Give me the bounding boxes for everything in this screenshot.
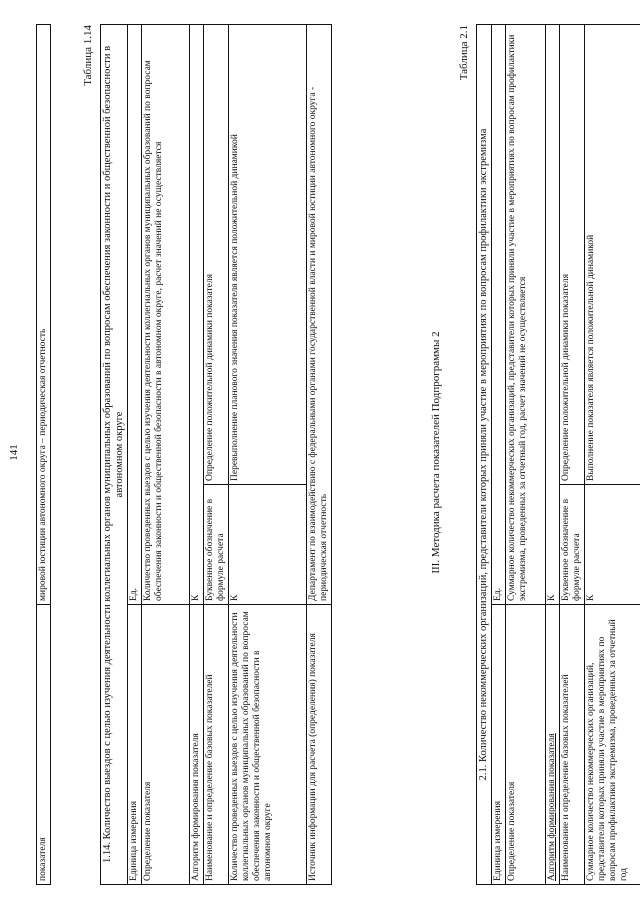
table-2-1 [476, 24, 640, 885]
table-row [190, 25, 204, 885]
table-1-14-label: Таблица 1.14 [82, 25, 94, 86]
table-row [306, 25, 331, 885]
table-row [228, 25, 306, 885]
continuation-label: показателя [37, 605, 51, 885]
algorithm-value: К [545, 24, 559, 604]
unit-value: Ед. [492, 24, 506, 604]
base-indicator-dynamics: Перевыполнение планового значения показателя является положительной динамикой [228, 25, 306, 485]
base-indicators-label: Наименование и определение базовых показателей [203, 605, 228, 885]
algorithm-label: Алгоритм формирования показателя [545, 605, 559, 885]
table-title: 1.14. Количество выездов с целью изучения деятельности коллегиальных органов муниципальных образований по вопросам обеспечения законности и общественной безопасности в автономном округе [101, 25, 128, 885]
definition-label: Определение показателя [142, 605, 190, 885]
letter-header: Буквенное обозначение в формуле расчета [559, 485, 584, 605]
unit-label: Единица измерения [492, 605, 506, 885]
table-row [505, 24, 545, 884]
unit-label: Единица измерения [128, 605, 142, 885]
definition-label: Определение показателя [505, 605, 545, 885]
definition-value: Количество проведенных выездов с целью изучения деятельности коллегиальных органов муниципальных образований по вопросам обеспечения законности и общественной безопасности в автономном округе, расчет значений не осуществляется [142, 25, 190, 605]
table-row [142, 25, 190, 885]
dynamics-header: Определение положительной динамики показателя [559, 24, 584, 484]
base-indicator-letter: К [228, 485, 306, 605]
dynamics-header: Определение положительной динамики показателя [203, 25, 228, 485]
table-row [128, 25, 142, 885]
base-indicator-name: Суммарное количество некоммерческих организаций, представители которых приняли участие в мероприятиях по вопросам профилактики экстремизма, проведенных за отчетный год [584, 605, 640, 885]
section-heading: III. Методика расчета показателей Подпрограммы 2 [430, 331, 442, 574]
algorithm-value: К [190, 25, 204, 605]
page-number: 141 [8, 444, 20, 461]
continuation-table [36, 24, 51, 885]
letter-header: Буквенное обозначение в формуле расчета [203, 485, 228, 605]
continuation-value: мировой юстиции автономного округа – периодическая отчетность [37, 25, 51, 605]
table-row [492, 24, 506, 884]
source-value: Департамент по взаимодействию с федеральными органами государственной власти и мировой юстиции автономного округа - периодическая отчетность [306, 25, 331, 605]
table-1-14 [100, 24, 332, 885]
table-2-1-label: Таблица 2.1 [458, 25, 470, 81]
definition-value: Суммарное количество некоммерческих организаций, представители которых приняли участие в мероприятиях по вопросам профилактики экстремизма, проведенных за отчетный год, расчет значений не осуществляется [505, 24, 545, 604]
table-row [203, 25, 228, 885]
table-row [559, 24, 584, 884]
base-indicator-letter: К [584, 485, 640, 605]
table-row [584, 24, 640, 884]
table-title: 2.1. Количество некоммерческих организаций, представители которых приняли участие в мероприятиях по вопросам профилактики экстремизма [477, 24, 492, 884]
base-indicator-name: Количество проведенных выездов с целью изучения деятельности коллегиальных органов муниципальных образований по вопросам обеспечения законности и общественной безопасности в автономном округе [228, 605, 306, 885]
table-row [477, 24, 492, 884]
table-row [37, 25, 51, 885]
table-row [545, 24, 559, 884]
source-label: Источник информации для расчета (определения) показателя [306, 605, 331, 885]
unit-value: Ед. [128, 25, 142, 605]
base-indicator-dynamics: Выполнение показателя является положительной динамикой [584, 24, 640, 484]
algorithm-label: Алгоритм формирования показателя [190, 605, 204, 885]
base-indicators-label: Наименование и определение базовых показателей [559, 605, 584, 885]
table-row [101, 25, 128, 885]
